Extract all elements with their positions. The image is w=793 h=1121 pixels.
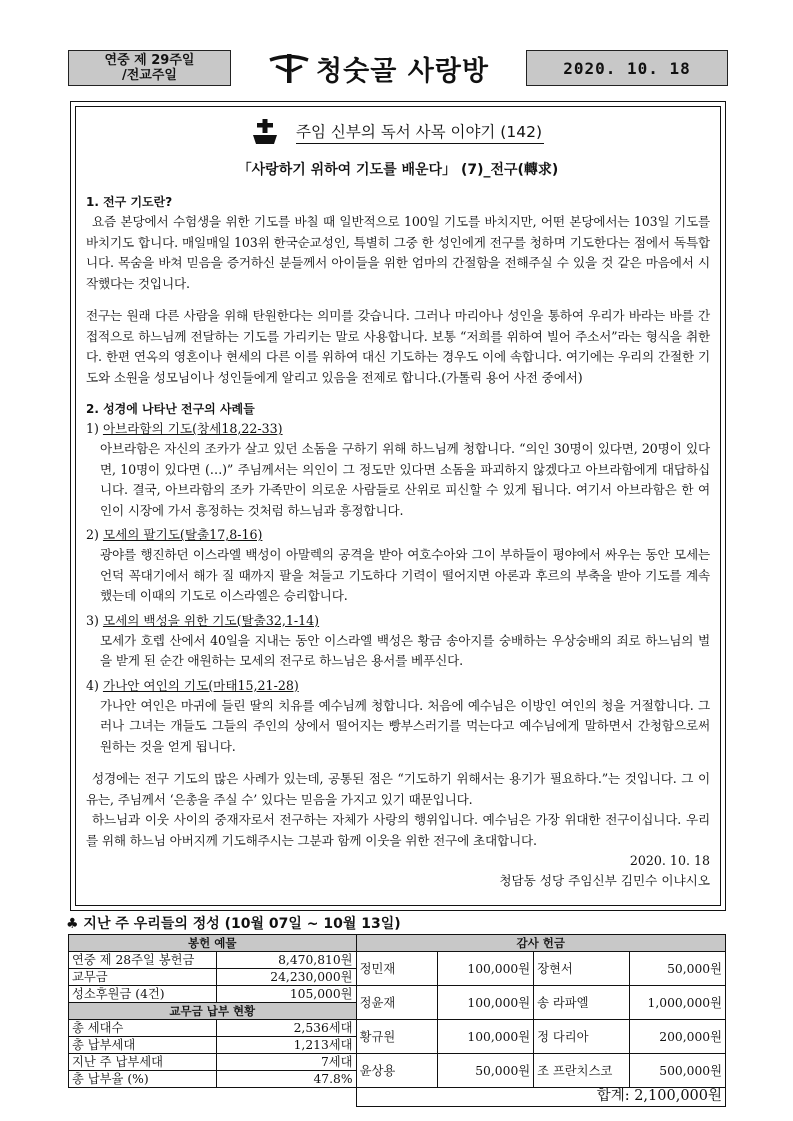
section-1-paragraph-1: 요즘 본당에서 수험생을 위한 기도를 바칠 때 일반적으로 100일 기도를 바치지만, 어떤 본당에서는 103일 기도를 바치기도 합니다. 매일매일 103위 한국순교성인, 특별히 그중 한 성인에게 전구를 청하며 기도한다는 점에서 독특합니다. 목숨을 바쳐 믿음을 증거하신 분들께서 아이들을 위한 엄마의 간절함을 전해주실 수 있을 것 같은 마음에서 시작했다는 것입니다. bbox=[86, 214, 710, 291]
cross-logo-icon bbox=[268, 52, 310, 84]
closing-paragraph-2: 하느님과 이웃 사이의 중재자로서 전구하는 자체가 사랑의 행위입니다. 예수님은 가장 위대한 전구이십니다. 우리를 위해 하느님 아버지께 기도해주시는 그분과 함께 이웃을 위한 전구에 초대합니다. bbox=[86, 812, 710, 848]
thanks-offering-header: 감사 헌금 bbox=[356, 935, 725, 952]
liturgical-week-label bbox=[68, 50, 231, 86]
dues-status-header: 교무금 납부 현황 bbox=[69, 1003, 357, 1020]
offering-label: 교무금 bbox=[69, 969, 217, 986]
article-frame bbox=[70, 101, 726, 911]
brand-title: 청숫골 사랑방 bbox=[316, 55, 489, 87]
offering-section-title: ♣ 지난 주 우리들의 정성 (10월 07일 ~ 10월 13일) bbox=[66, 916, 401, 932]
donor-amount: 100,000원 bbox=[438, 986, 534, 1020]
donor-name: 정민재 bbox=[356, 952, 438, 986]
example-1-body: 아브라함은 자신의 조카가 살고 있던 소돔을 구하기 위해 하느님께 청합니다. “의인 30명이 있다면, 20명이 있다면, 10명이 있다면 (…)” 주님께서는 의인이 그 정도만 있다면 소돔을 파괴하지 않겠다고 아브라함에게 대답하십니다. 결국, 아브라함의 조카 가족만이 의로운 사람들로 산위로 피신할 수 있게 됩니다. 여기서 아브라함은 한 여인이 시장에 가서 흥정하는 것처럼 하느님과 흥정합니다. bbox=[100, 441, 710, 518]
donor-amount: 50,000원 bbox=[438, 1054, 534, 1088]
liturgical-week-line2: /전교주일 bbox=[122, 68, 177, 83]
donor-name: 조 프란치스코 bbox=[534, 1054, 630, 1088]
dues-label: 총 세대수 bbox=[69, 1020, 217, 1037]
signature-name: 청담동 성당 주임신부 김민수 이냐시오 bbox=[499, 873, 710, 888]
closing-paragraph-1: 성경에는 전구 기도의 많은 사례가 있는데, 공통된 점은 “기도하기 위해서는 용기가 필요하다.”는 것입니다. 그 이유는, 주님께서 ‘은총을 주실 수’ 있다는 믿음을 가지고 있기 때문입니다. bbox=[86, 771, 710, 807]
brand-block bbox=[231, 50, 526, 86]
example-4-body: 가나안 여인은 마귀에 들린 딸의 치유를 예수님께 청합니다. 처음에 예수님은 이방인 여인의 청을 거절합니다. 그러나 그녀는 개들도 그들의 주인의 상에서 떨어지는 빵부스러기를 먹는다고 예수님에게 말하면서 간청함으로써 원하는 것을 얻게 됩니다. bbox=[100, 697, 710, 754]
offering-value: 105,000원 bbox=[216, 986, 356, 1003]
donor-amount: 100,000원 bbox=[438, 952, 534, 986]
bulletin-header bbox=[68, 50, 728, 86]
church-cross-icon bbox=[252, 119, 278, 145]
dues-label: 총 납부율 (%) bbox=[69, 1071, 217, 1088]
offering-label: 연중 제 28주일 봉헌금 bbox=[69, 952, 217, 969]
example-3-heading: 3) 모세의 백성을 위한 기도(탈출32,1-14) bbox=[86, 612, 320, 628]
donor-name: 정윤재 bbox=[356, 986, 438, 1020]
offering-table bbox=[68, 934, 726, 1107]
dues-label: 총 납부세대 bbox=[69, 1037, 217, 1054]
section-1-paragraph-2: 전구는 원래 다른 사람을 위해 탄원한다는 의미를 갖습니다. 그러나 마리아나 성인을 통하여 우리가 바라는 바를 간접적으로 하느님께 전달하는 기도를 가리키는 말로 사용합니다. 보통 “저희를 위하여 빌어 주소서”라는 형식을 취한다. 한편 연옥의 영혼이나 현세의 다른 이를 위하여 대신 기도하는 경우도 이에 속합니다. 여기에는 우리의 간절한 기도와 소원을 성모님이나 성인들에게 알리고 있음을 전제로 합니다.(가톨릭 용어 사전 중에서) bbox=[86, 308, 710, 385]
offering-header: 봉헌 예물 bbox=[69, 935, 357, 952]
dues-value: 7세대 bbox=[216, 1054, 356, 1071]
issue-date: 2020. 10. 18 bbox=[526, 50, 728, 86]
example-4-heading: 4) 가나안 여인의 기도(마태15,21-28) bbox=[86, 677, 299, 693]
thanks-offering-total: 합계: 2,100,000원 bbox=[356, 1088, 725, 1107]
donor-name: 정 다리아 bbox=[534, 1020, 630, 1054]
article-title-row bbox=[86, 117, 710, 147]
offering-value: 24,230,000원 bbox=[216, 969, 356, 986]
example-2-heading: 2) 모세의 팔기도(탈출17,8-16) bbox=[86, 527, 263, 542]
dues-value: 2,536세대 bbox=[216, 1020, 356, 1037]
donor-name: 황규원 bbox=[356, 1020, 438, 1054]
donor-name: 장현서 bbox=[534, 952, 630, 986]
donor-amount: 100,000원 bbox=[438, 1020, 534, 1054]
section-1-heading: 1. 전구 기도란? bbox=[86, 195, 173, 209]
section-2-heading: 2. 성경에 나타난 전구의 사례들 bbox=[86, 402, 255, 416]
donor-amount: 1,000,000원 bbox=[630, 986, 726, 1020]
article-title: 주임 신부의 독서 사목 이야기 (142) bbox=[296, 120, 544, 144]
dues-label: 지난 주 납부세대 bbox=[69, 1054, 217, 1071]
offering-value: 8,470,810원 bbox=[216, 952, 356, 969]
example-3-body: 모세가 호렙 산에서 40일을 지내는 동안 이스라엘 백성은 황금 송아지를 숭배하는 우상숭배의 죄로 하느님의 벌을 받게 된 순간 애원하는 모세의 전구로 하느님은 용서를 베푸신다. bbox=[100, 632, 710, 668]
offering-label: 성소후원금 (4건) bbox=[69, 986, 217, 1003]
signature-date: 2020. 10. 18 bbox=[629, 853, 710, 868]
dues-value: 1,213세대 bbox=[216, 1037, 356, 1054]
donor-amount: 500,000원 bbox=[630, 1054, 726, 1088]
article-body bbox=[75, 106, 721, 906]
donor-amount: 50,000원 bbox=[630, 952, 726, 986]
example-1-heading: 1) 아브라함의 기도(창세18,22-33) bbox=[86, 421, 283, 436]
dues-value: 47.8% bbox=[216, 1071, 356, 1088]
article-subtitle: 「사랑하기 위하여 기도를 배운다」 (7)_전구(轉求) bbox=[237, 162, 559, 178]
donor-name: 윤상용 bbox=[356, 1054, 438, 1088]
donor-name: 송 라파엘 bbox=[534, 986, 630, 1020]
liturgical-week-line1: 연중 제 29주일 bbox=[104, 53, 195, 68]
donor-amount: 200,000원 bbox=[630, 1020, 726, 1054]
example-2-body: 광야를 행진하던 이스라엘 백성이 아말렉의 공격을 받아 여호수아와 그이 부하들이 평야에서 싸우는 동안 모세는 언덕 꼭대기에서 해가 질 때까지 팔을 쳐들고 기도하다 기력이 떨어지면 아론과 후르의 부축을 받아 기도를 계속했는데 이때의 기도로 이스라엘은 승리합니다. bbox=[100, 547, 710, 603]
